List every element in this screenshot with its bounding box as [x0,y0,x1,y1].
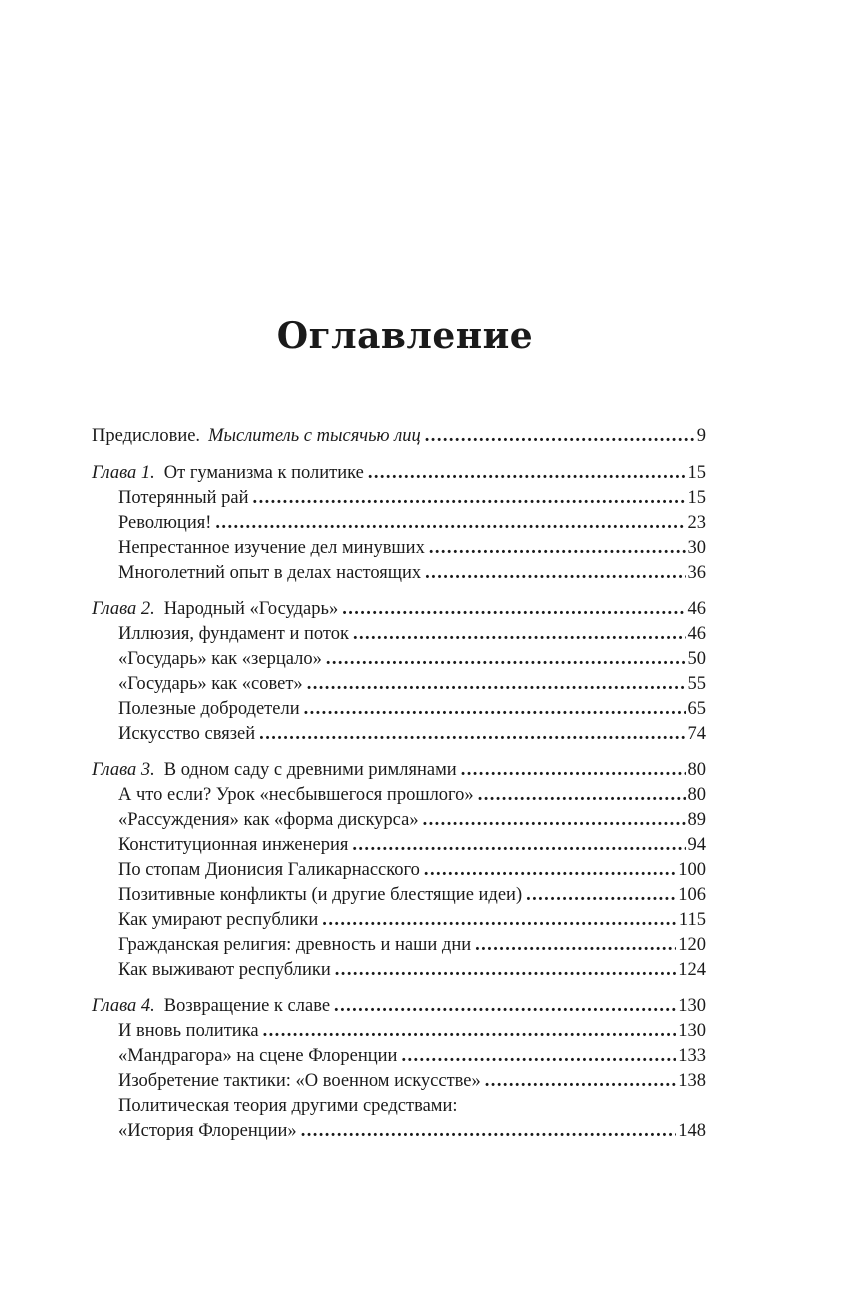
page-number: 30 [687,538,706,558]
dot-leader [461,758,686,783]
page-number: 133 [678,1046,706,1066]
chapter-group [92,461,706,586]
page-number: 46 [687,624,706,644]
toc-entry-preface[interactable] [92,424,706,449]
dot-leader [215,511,685,536]
chapter-label: Глава 4. [92,996,155,1016]
toc-entry-section[interactable] [92,672,706,697]
dot-leader [304,697,686,722]
page-number: 15 [687,463,706,483]
chapter-group [92,597,706,747]
page-number: 148 [678,1121,706,1141]
toc-entry-section[interactable] [92,1069,706,1094]
toc-entry-section[interactable] [92,1019,706,1044]
page-number: 80 [687,785,706,805]
preface-label: Предисловие. [92,426,201,446]
toc-entry-chapter[interactable] [92,758,706,783]
page-number: 65 [687,699,706,719]
chapter-title: В одном саду с древними римлянами [163,760,457,780]
toc-entry-section[interactable] [92,908,706,933]
section-title: А что если? Урок «несбывшегося прошлого» [118,785,474,805]
table-of-contents [92,424,706,1155]
toc-entry-section[interactable] [92,697,706,722]
page-number: 115 [678,910,706,930]
dot-leader [259,722,685,747]
section-title: Полезные добродетели [118,699,300,719]
section-title: Как умирают республики [118,910,319,930]
page-number: 130 [678,996,706,1016]
page-number: 100 [678,860,706,880]
section-title: И вновь политика [118,1021,259,1041]
dot-leader [263,1019,677,1044]
page-number: 130 [678,1021,706,1041]
page-number: 89 [687,810,706,830]
toc-entry-section[interactable] [92,1044,706,1069]
section-title: Непрестанное изучение дел минувших [118,538,425,558]
page-number: 138 [678,1071,706,1091]
page-number: 9 [696,426,706,446]
chapter-label: Глава 3. [92,760,155,780]
dot-leader [475,933,676,958]
chapter-title: От гуманизма к политике [163,463,364,483]
page-number: 55 [687,674,706,694]
section-title: «Государь» как «совет» [118,674,303,694]
chapter-group [92,758,706,983]
toc-entry-section[interactable] [92,958,706,983]
section-title: Многолетний опыт в делах настоящих [118,563,422,583]
page-number: 23 [687,513,706,533]
section-title: По стопам Дионисия Галикарнасского [118,860,420,880]
toc-entry-section[interactable] [92,833,706,858]
dot-leader [485,1069,676,1094]
dot-leader [253,486,686,511]
chapter-title: Возвращение к славе [163,996,331,1016]
page-title: Оглавление [276,315,534,358]
dot-leader [307,672,686,697]
dot-leader [425,561,685,586]
dot-leader [423,808,686,833]
page-number: 106 [678,885,706,905]
toc-entry-section[interactable] [92,486,706,511]
section-title: «История Флоренции» [118,1121,297,1141]
section-title: Гражданская религия: древность и наши дни [118,935,472,955]
section-title: Политическая теория другими средствами: [118,1096,458,1116]
section-title: Изобретение тактики: «О военном искусстве» [118,1071,481,1091]
toc-entry-section[interactable] [92,808,706,833]
toc-entry-chapter[interactable] [92,994,706,1019]
toc-entry-section[interactable] [92,722,706,747]
toc-entry-section[interactable] [92,511,706,536]
page-number: 120 [678,935,706,955]
page-number: 36 [687,563,706,583]
page-number: 124 [678,960,706,980]
toc-entry-section[interactable] [92,858,706,883]
page-number: 46 [687,599,706,619]
dot-leader [424,858,676,883]
page-number: 80 [687,760,706,780]
section-title: Революция! [118,513,212,533]
dot-leader [429,536,686,561]
section-title: Искусство связей [118,724,256,744]
section-title: «Мандрагора» на сцене Флоренции [118,1046,398,1066]
toc-entry-section[interactable] [92,883,706,908]
section-title: «Рассуждения» как «форма дискурса» [118,810,419,830]
toc-entry-section[interactable] [92,1119,706,1144]
dot-leader [334,994,676,1019]
page-number: 15 [687,488,706,508]
page-number: 74 [687,724,706,744]
dot-leader [301,1119,677,1144]
toc-entry-chapter[interactable] [92,597,706,622]
page-number: 50 [687,649,706,669]
chapter-label: Глава 1. [92,463,155,483]
toc-entry-section[interactable] [92,783,706,808]
chapter-list [92,461,706,1144]
chapter-group [92,994,706,1144]
dot-leader [352,833,685,858]
page-number: 94 [687,835,706,855]
preface-title: Мыслитель с тысячью лиц [208,426,421,446]
chapter-title: Народный «Государь» [163,599,339,619]
section-title: Потерянный рай [118,488,249,508]
section-title: Иллюзия, фундамент и поток [118,624,349,644]
dot-leader [478,783,686,808]
dot-leader [425,424,695,449]
toc-entry-section[interactable] [92,933,706,958]
dot-leader [335,958,676,983]
section-title: Как выживают республики [118,960,331,980]
dot-leader [401,1044,676,1069]
dot-leader [368,461,686,486]
toc-entry-section[interactable] [92,561,706,586]
section-title: Позитивные конфликты (и другие блестящие идеи) [118,885,523,905]
dot-leader [322,908,677,933]
toc-entry-section[interactable] [92,647,706,672]
toc-entry-section[interactable] [92,536,706,561]
dot-leader [342,597,685,622]
dot-leader [526,883,676,908]
toc-entry-section[interactable] [92,1094,706,1119]
toc-entry-chapter[interactable] [92,461,706,486]
section-title: «Государь» как «зерцало» [118,649,322,669]
dot-leader [353,622,686,647]
chapter-label: Глава 2. [92,599,155,619]
section-title: Конституционная инженерия [118,835,349,855]
toc-entry-section[interactable] [92,622,706,647]
dot-leader [326,647,686,672]
